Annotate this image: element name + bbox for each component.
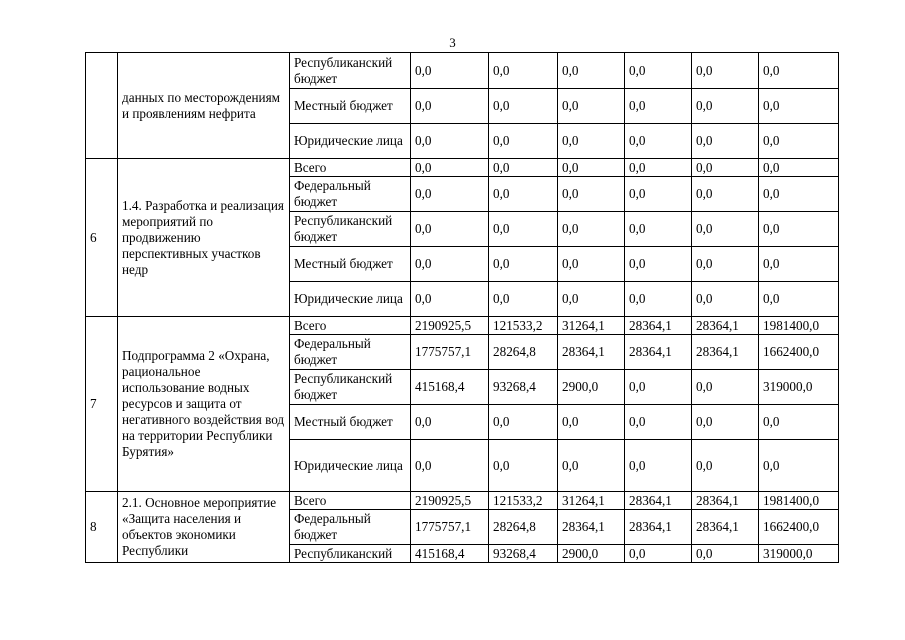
amount-cell: 1662400,0 — [759, 510, 839, 545]
amount-cell: 0,0 — [558, 53, 625, 89]
amount-cell: 0,0 — [558, 440, 625, 492]
amount-cell: 0,0 — [411, 282, 489, 317]
amount-cell: 0,0 — [411, 212, 489, 247]
amount-cell: 0,0 — [759, 282, 839, 317]
funding-source-cell: Всего — [290, 317, 411, 335]
budget-table-body — [86, 53, 839, 563]
amount-cell: 0,0 — [489, 124, 558, 159]
page-number: 3 — [449, 35, 456, 50]
table-row — [86, 159, 839, 177]
amount-cell: 2900,0 — [558, 370, 625, 405]
funding-source-cell: Местный бюджет — [290, 89, 411, 124]
amount-cell: 0,0 — [489, 282, 558, 317]
amount-cell: 415168,4 — [411, 545, 489, 563]
amount-cell: 319000,0 — [759, 545, 839, 563]
amount-cell: 2190925,5 — [411, 492, 489, 510]
amount-cell: 1662400,0 — [759, 335, 839, 370]
amount-cell: 0,0 — [625, 177, 692, 212]
amount-cell: 0,0 — [411, 53, 489, 89]
amount-cell: 1775757,1 — [411, 335, 489, 370]
amount-cell: 0,0 — [625, 212, 692, 247]
amount-cell: 0,0 — [558, 89, 625, 124]
amount-cell: 0,0 — [558, 159, 625, 177]
row-number-cell: 7 — [86, 317, 118, 492]
amount-cell: 0,0 — [692, 177, 759, 212]
amount-cell: 0,0 — [489, 405, 558, 440]
funding-source-cell: Юридические лица — [290, 282, 411, 317]
amount-cell: 28264,8 — [489, 335, 558, 370]
amount-cell: 0,0 — [489, 177, 558, 212]
funding-source-cell: Республиканский бюджет — [290, 212, 411, 247]
amount-cell: 0,0 — [558, 177, 625, 212]
amount-cell: 0,0 — [759, 405, 839, 440]
amount-cell: 0,0 — [625, 124, 692, 159]
amount-cell: 28364,1 — [625, 335, 692, 370]
funding-source-cell: Федеральный бюджет — [290, 335, 411, 370]
amount-cell: 0,0 — [489, 159, 558, 177]
amount-cell: 28364,1 — [692, 492, 759, 510]
amount-cell: 28364,1 — [692, 510, 759, 545]
amount-cell: 0,0 — [558, 247, 625, 282]
amount-cell: 0,0 — [759, 440, 839, 492]
amount-cell: 0,0 — [625, 89, 692, 124]
amount-cell: 0,0 — [625, 159, 692, 177]
amount-cell: 0,0 — [759, 89, 839, 124]
funding-source-cell: Местный бюджет — [290, 405, 411, 440]
amount-cell: 0,0 — [759, 177, 839, 212]
funding-source-cell: Федеральный бюджет — [290, 510, 411, 545]
amount-cell: 0,0 — [625, 545, 692, 563]
amount-cell: 0,0 — [692, 440, 759, 492]
amount-cell: 0,0 — [411, 247, 489, 282]
funding-source-cell: Юридические лица — [290, 124, 411, 159]
budget-table — [85, 52, 839, 563]
funding-source-cell: Всего — [290, 492, 411, 510]
amount-cell: 93268,4 — [489, 545, 558, 563]
amount-cell: 0,0 — [759, 159, 839, 177]
activity-name-cell: данных по месторождениям и проявлениям нефрита — [118, 53, 290, 159]
amount-cell: 0,0 — [692, 282, 759, 317]
activity-name-cell: 1.4. Разработка и реализация мероприятий по продвижению перспективных участков недр — [118, 159, 290, 317]
amount-cell: 1981400,0 — [759, 492, 839, 510]
amount-cell: 28364,1 — [625, 492, 692, 510]
amount-cell: 0,0 — [692, 159, 759, 177]
amount-cell: 0,0 — [759, 212, 839, 247]
activity-name-cell: Подпрограмма 2 «Охрана, рациональное использование водных ресурсов и защита от негативного воздействия вод на территории Республики Бурятия» — [118, 317, 290, 492]
amount-cell: 0,0 — [411, 440, 489, 492]
amount-cell: 93268,4 — [489, 370, 558, 405]
amount-cell: 0,0 — [625, 405, 692, 440]
amount-cell: 319000,0 — [759, 370, 839, 405]
amount-cell: 121533,2 — [489, 317, 558, 335]
amount-cell: 0,0 — [692, 370, 759, 405]
amount-cell: 0,0 — [489, 247, 558, 282]
amount-cell: 0,0 — [558, 212, 625, 247]
funding-source-cell: Республиканский бюджет — [290, 370, 411, 405]
amount-cell: 0,0 — [692, 53, 759, 89]
amount-cell: 0,0 — [692, 124, 759, 159]
activity-name-cell: 2.1. Основное мероприятие «Защита населения и объектов экономики Республики — [118, 492, 290, 563]
amount-cell: 0,0 — [489, 89, 558, 124]
amount-cell: 2900,0 — [558, 545, 625, 563]
amount-cell: 0,0 — [692, 247, 759, 282]
amount-cell: 0,0 — [411, 159, 489, 177]
amount-cell: 0,0 — [692, 405, 759, 440]
amount-cell: 0,0 — [489, 212, 558, 247]
amount-cell: 121533,2 — [489, 492, 558, 510]
amount-cell: 2190925,5 — [411, 317, 489, 335]
amount-cell: 0,0 — [759, 53, 839, 89]
table-row — [86, 317, 839, 335]
amount-cell: 0,0 — [625, 247, 692, 282]
amount-cell: 31264,1 — [558, 317, 625, 335]
funding-source-cell: Местный бюджет — [290, 247, 411, 282]
amount-cell: 0,0 — [558, 124, 625, 159]
amount-cell: 0,0 — [692, 89, 759, 124]
amount-cell: 1981400,0 — [759, 317, 839, 335]
amount-cell: 28364,1 — [625, 510, 692, 545]
amount-cell: 0,0 — [692, 212, 759, 247]
amount-cell: 28364,1 — [625, 317, 692, 335]
amount-cell: 0,0 — [759, 124, 839, 159]
amount-cell: 0,0 — [411, 405, 489, 440]
amount-cell: 28364,1 — [558, 335, 625, 370]
amount-cell: 0,0 — [625, 282, 692, 317]
row-number-cell: 6 — [86, 159, 118, 317]
funding-source-cell: Юридические лица — [290, 440, 411, 492]
amount-cell: 0,0 — [625, 53, 692, 89]
amount-cell: 28364,1 — [692, 317, 759, 335]
amount-cell: 0,0 — [411, 124, 489, 159]
table-row — [86, 492, 839, 510]
amount-cell: 0,0 — [625, 370, 692, 405]
amount-cell: 28364,1 — [558, 510, 625, 545]
amount-cell: 0,0 — [759, 247, 839, 282]
amount-cell: 0,0 — [411, 177, 489, 212]
amount-cell: 0,0 — [625, 440, 692, 492]
amount-cell: 0,0 — [558, 405, 625, 440]
amount-cell: 0,0 — [489, 440, 558, 492]
amount-cell: 28264,8 — [489, 510, 558, 545]
row-number-cell: 8 — [86, 492, 118, 563]
amount-cell: 0,0 — [489, 53, 558, 89]
funding-source-cell: Республиканский — [290, 545, 411, 563]
funding-source-cell: Республиканский бюджет — [290, 53, 411, 89]
funding-source-cell: Всего — [290, 159, 411, 177]
amount-cell: 0,0 — [692, 545, 759, 563]
amount-cell: 28364,1 — [692, 335, 759, 370]
amount-cell: 0,0 — [558, 282, 625, 317]
amount-cell: 31264,1 — [558, 492, 625, 510]
funding-source-cell: Федеральный бюджет — [290, 177, 411, 212]
amount-cell: 415168,4 — [411, 370, 489, 405]
amount-cell: 0,0 — [411, 89, 489, 124]
amount-cell: 1775757,1 — [411, 510, 489, 545]
row-number-cell — [86, 53, 118, 159]
table-row — [86, 53, 839, 89]
